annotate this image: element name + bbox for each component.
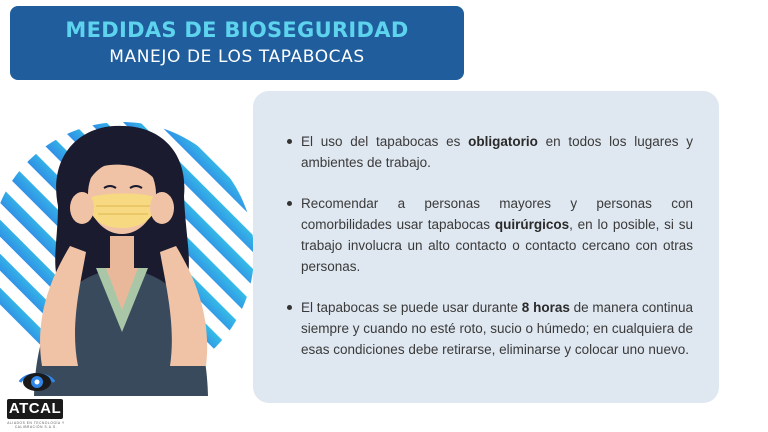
bullet-item: Recomendar a personas mayores y personas con comorbilidades usar tapabocas quirúrgicos, en lo posible, si su trabajo involucra un alto contacto o contacto cercano con otras personas. (301, 193, 693, 277)
bullet-list (301, 131, 693, 360)
page-subtitle: MANEJO DE LOS TAPABOCAS (109, 47, 365, 67)
logo-wordmark: ATCAL (8, 400, 62, 417)
woman-with-mask-illustration (0, 96, 270, 396)
info-card (253, 91, 719, 403)
title-banner (10, 6, 464, 80)
logo-tagline: ALIADOS EN TECNOLOGÍA Y CALIBRACIÓN S.A.S. (7, 421, 65, 429)
page-title: MEDIDAS DE BIOSEGURIDAD (65, 18, 409, 42)
bullet-item: El uso del tapabocas es obligatorio en todos los lugares y ambientes de trabajo. (301, 131, 693, 173)
bullet-item: El tapabocas se puede usar durante 8 horas de manera continua siempre y cuando no esté roto, sucio o húmedo; en cualquiera de esas condiciones debe retirarse, eliminarse y colocar uno nuevo. (301, 297, 693, 360)
